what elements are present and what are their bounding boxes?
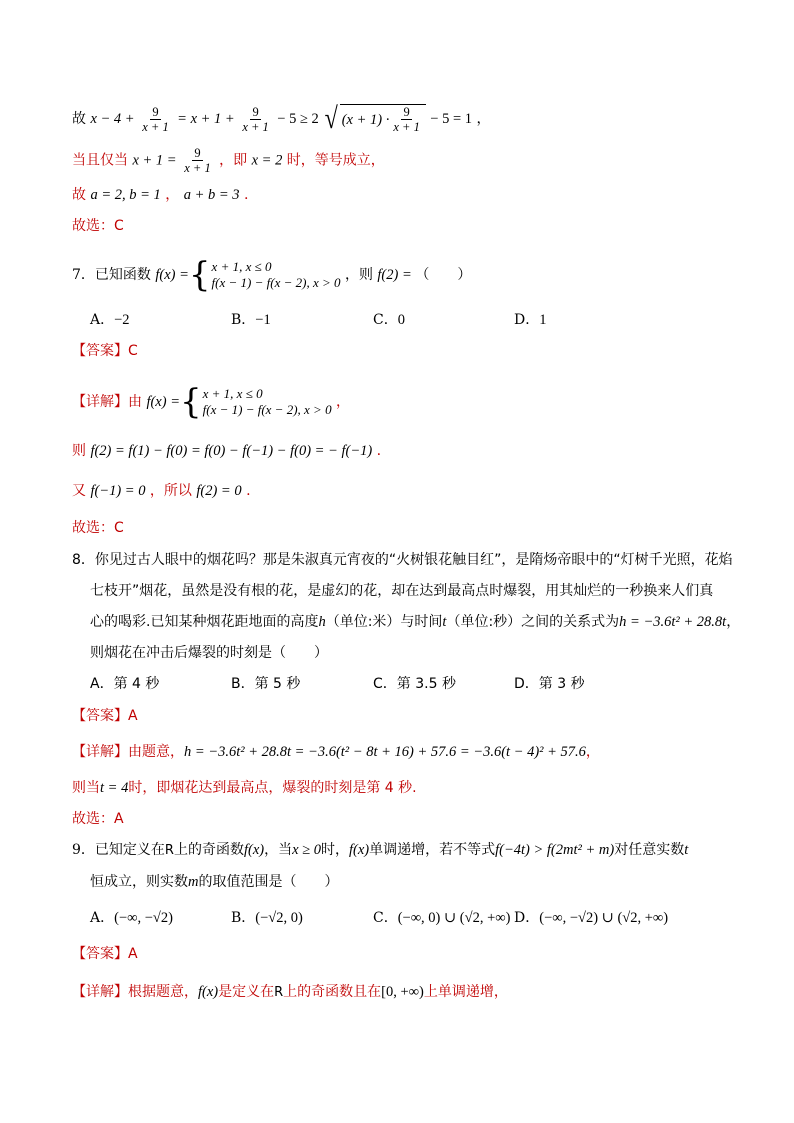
- question-8-line-1: 8．你见过古人眼中的烟花吗？那是朱淑真元宵夜的“火树银花触目红”，是隋炀帝眼中的“灯树千光照，花焰: [72, 552, 733, 568]
- q9-option-d: D．(−∞, −√2) ∪ (√2, +∞): [514, 910, 669, 926]
- q9-option-c: C．(−∞, 0) ∪ (√2, +∞): [373, 910, 511, 926]
- q7-option-c: C．0: [373, 312, 405, 328]
- q8-detail: 【详解】由题意，h = −3.6t² + 28.8t = −3.6(t² − 8t + 16) + 57.6 = −3.6(t − 4)² + 57.6，: [72, 744, 600, 760]
- q8-option-b: B．第 5 秒: [231, 676, 301, 692]
- fraction: $\frac{9}{x + 1}$: [242, 104, 269, 134]
- question-9-line-1: 9．已知定义在R上的奇函数f(x)，当x ≥ 0时，f(x)单调递增，若不等式f(−4t) > f(2mt² + m)对任意实数t: [72, 842, 689, 858]
- q7-step-2: 又 f(−1) = 0 ，所以 f(2) = 0 .: [72, 483, 251, 499]
- question-8-line-4: 则烟花在冲击后爆裂的时刻是（ ）: [90, 645, 328, 661]
- solution-line-inequality: 故 x − 4 + $\frac{9}{x + 1}$ = x + 1 + $\frac{9}{x + 1}$ − 5 ≥ 2 √ (x + 1) · $\frac{9}{x + 1}$ − 5 = 1 ，: [72, 102, 491, 135]
- q8-option-c: C．第 3.5 秒: [373, 676, 456, 692]
- q9-option-b: B．(−√2, 0): [231, 910, 303, 926]
- solution-line-equality: 当且仅当 x + 1 = $\frac{9}{x + 1}$ ，即 x = 2 时，等号成立，: [72, 146, 385, 175]
- q7-step-1: 则 f(2) = f(1) − f(0) = f(0) − f(−1) − f(0) = − f(−1) .: [72, 443, 382, 459]
- q8-option-d: D．第 3 秒: [514, 676, 585, 692]
- square-root: √ (x + 1) · $\frac{9}{x + 1}$: [323, 104, 426, 134]
- q7-option-d: D．1: [514, 312, 547, 328]
- q8-answer: 【答案】A: [72, 708, 138, 724]
- q9-option-a: A．(−∞, −√2): [90, 910, 173, 926]
- q7-detail: 【详解】由 f(x) = { x + 1, x ≤ 0 f(x − 1) − f(x − 2), x > 0 ，: [72, 382, 351, 422]
- question-8-line-3: 心的喝彩.已知某种烟花距地面的高度h（单位:米）与时间t（单位:秒）之间的关系式为h = −3.6t² + 28.8t，: [90, 614, 741, 630]
- question-7: 7．已知函数 f(x) = { x + 1, x ≤ 0 f(x − 1) − f(x − 2), x > 0 ，则 f(2) = （ ）: [72, 255, 472, 295]
- q7-answer: 【答案】C: [72, 343, 138, 359]
- question-9-line-2: 恒成立，则实数m的取值范围是（ ）: [90, 874, 339, 890]
- piecewise-function: f(x) = { x + 1, x ≤ 0 f(x − 1) − f(x − 2), x > 0: [155, 255, 341, 295]
- q8-option-a: A．第 4 秒: [90, 676, 160, 692]
- q7-option-a: A．−2: [90, 312, 130, 328]
- choose-line: 故选：C: [72, 218, 124, 234]
- fraction: $\frac{9}{x + 1}$: [184, 146, 211, 175]
- q9-detail: 【详解】根据题意，f(x)是定义在R上的奇函数且在[0, +∞)上单调递增，: [72, 984, 508, 1000]
- q7-choose: 故选：C: [72, 520, 124, 536]
- q7-option-b: B．−1: [231, 312, 271, 328]
- solution-line-result: 故 a = 2, b = 1 ， a + b = 3 .: [72, 187, 249, 203]
- fraction: $\frac{9}{x + 1}$: [142, 104, 169, 134]
- q8-conclusion: 则当t = 4时，即烟花达到最高点，爆裂的时刻是第 4 秒.: [72, 780, 417, 796]
- question-8-line-2: 七枝开”烟花，虽然是没有根的花，是虚幻的花，却在达到最高点时爆裂，用其灿烂的一秒换来人们真: [90, 583, 714, 599]
- q8-choose: 故选：A: [72, 811, 124, 827]
- q9-answer: 【答案】A: [72, 946, 138, 962]
- piecewise-function: f(x) = { x + 1, x ≤ 0 f(x − 1) − f(x − 2), x > 0: [146, 382, 332, 422]
